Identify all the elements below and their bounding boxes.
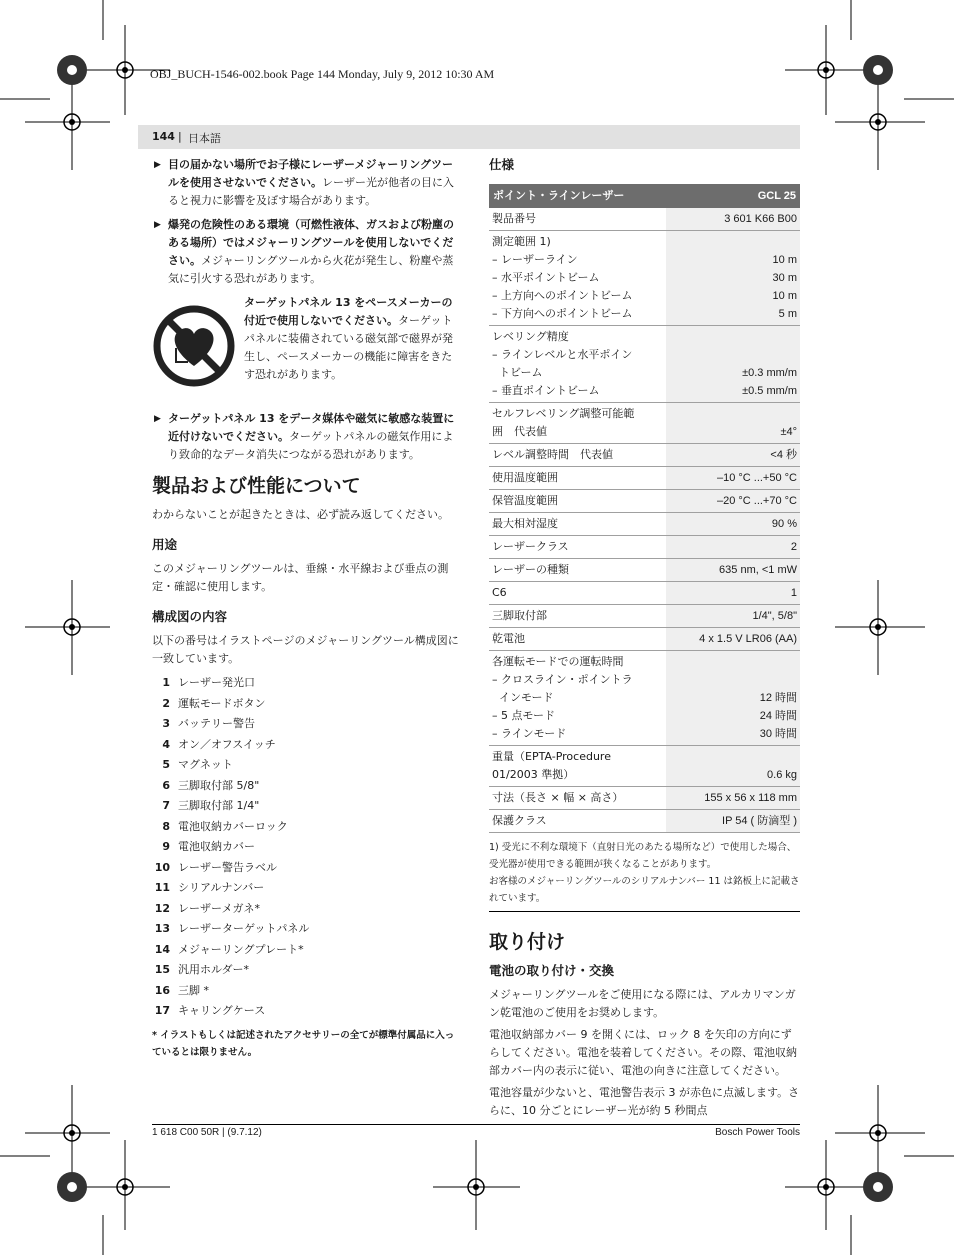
bullet-bold-text: ターゲットパネル 13 をデータ媒体や磁気に敏感な装置に近付けないでください。 (168, 412, 455, 443)
safety-bullet-1 (152, 156, 462, 210)
section-title-install: 取り付け (489, 931, 566, 953)
part-label: レーザー発光口 (178, 676, 255, 689)
spec-label: 各運転モードでの運転時間 – クロスライン・ポイントラ インモード – 5 点モード – ラインモード (489, 651, 666, 746)
part-label: シリアルナンバー (178, 881, 265, 894)
table-row (489, 628, 800, 651)
usage-text: このメジャーリングツールは、垂線・水平線および垂点の測定・確認に使用します。 (152, 562, 449, 593)
part-number: 8 (162, 819, 170, 833)
part-label: 三脚取付部 1/4" (178, 799, 260, 812)
spec-value: 635 nm, <1 mW (666, 559, 800, 582)
left-column (152, 156, 462, 1061)
part-number: 7 (162, 799, 170, 812)
footer-brand: Bosch Power Tools (715, 1127, 800, 1138)
spec-value: ±4° (666, 403, 800, 444)
spec-value: 155 x 56 x 118 mm (666, 787, 800, 810)
pacemaker-warning (152, 294, 462, 406)
part-number: 11 (154, 881, 170, 894)
part-label: キャリングケース (178, 1004, 266, 1017)
no-pacemaker-icon (152, 304, 236, 388)
spec-label: 製品番号 (489, 208, 666, 231)
table-row (489, 490, 800, 513)
part-number: 4 (162, 737, 170, 751)
part-number: 17 (154, 1004, 170, 1017)
battery-paragraph-2: 電池収納部カバー 9 を開くには、ロック 8 を矢印の方向にずらしてください。電池を装着してください。その際、電池収納部カバー内の表示に従い、電池の向きに注意してください。 (489, 1028, 797, 1077)
page-number: 144 (152, 130, 175, 143)
part-label: 電池収納カバーロック (178, 819, 288, 833)
spec-header-label: ポイント・ラインレーザー (489, 184, 666, 208)
spec-label: 重量（EPTA-Procedure 01/2003 準拠） (489, 746, 666, 787)
table-row (489, 444, 800, 467)
parts-list (152, 674, 462, 1023)
part-label: バッテリー警告 (178, 717, 255, 730)
warning-bold-text: ターゲットパネル 13 をペースメーカーの付近で使用しないでください。 (244, 296, 453, 327)
header-separator: | (178, 130, 182, 143)
spec-value: 12 時間 24 時間 30 時間 (666, 651, 800, 746)
table-row (489, 513, 800, 536)
part-label: オン／オフスイッチ (178, 737, 276, 751)
list-item (152, 777, 462, 798)
part-number: 9 (162, 840, 170, 853)
battery-heading: 電池の取り付け・交換 (489, 963, 615, 978)
table-row (489, 467, 800, 490)
list-item (152, 879, 462, 900)
spec-value: 90 % (666, 513, 800, 536)
spec-footnote-range: 1) 受光に不利な環境下（直射日光のあたる場所など）で使用した場合、受光器が使用できる範囲が狭くなることがあります。 (489, 842, 797, 870)
safety-bullet-2 (152, 216, 462, 288)
bullet-text: メジャーリングツールから火花が発生し、粉塵や蒸気に引火する恐れがあります。 (168, 254, 454, 285)
spec-table-header (489, 184, 800, 208)
spec-label: 測定範囲 1) – レーザーライン – 水平ポイントビーム – 上方向へのポイントビーム – 下方向へのポイントビーム (489, 231, 666, 326)
table-row (489, 559, 800, 582)
part-number: 14 (154, 942, 170, 956)
spec-value: <4 秒 (666, 444, 800, 467)
safety-bullet-3 (152, 410, 462, 464)
spec-footnote-serial: お客様のメジャーリングツールのシリアルナンバー 11 は銘板上に記載されています。 (489, 876, 800, 904)
part-number: 6 (162, 778, 170, 792)
bullet-triangle-icon: ▶ (154, 160, 161, 170)
part-label: 電池収納カバー (178, 840, 255, 853)
list-item (152, 695, 462, 716)
spec-value: 4 x 1.5 V LR06 (AA) (666, 628, 800, 651)
list-item (152, 715, 462, 736)
bullet-text: レーザー光が他者の目に入ると視力に影響を及ぼす場合があります。 (168, 176, 454, 207)
bullet-triangle-icon: ▶ (154, 220, 161, 230)
spec-value: IP 54 ( 防滴型 ) (666, 810, 800, 833)
list-item (152, 736, 462, 757)
spec-value: 10 m 30 m 10 m 5 m (666, 231, 800, 326)
spec-value: 3 601 K66 B00 (666, 208, 800, 231)
table-row (489, 231, 800, 326)
spec-value: 1/4", 5/8" (666, 605, 800, 628)
list-item (152, 797, 462, 818)
footer-rule (152, 1124, 800, 1125)
part-label: 運転モードボタン (178, 696, 266, 710)
table-row (489, 536, 800, 559)
spec-value: 2 (666, 536, 800, 559)
parts-intro: 以下の番号はイラストページのメジャーリングツール構成図に一致しています。 (152, 634, 459, 665)
table-row (489, 746, 800, 787)
part-label: マグネット (178, 758, 233, 771)
part-number: 12 (154, 901, 170, 915)
table-row (489, 810, 800, 833)
part-number: 1 (162, 676, 170, 689)
spec-value: 0.6 kg (666, 746, 800, 787)
header-language: 日本語 (188, 132, 221, 145)
spec-label: セルフレベリング調整可能範 囲 代表値 (489, 403, 666, 444)
table-row (489, 208, 800, 231)
usage-heading: 用途 (152, 537, 178, 552)
spec-label: C6 (489, 582, 666, 605)
list-item (152, 900, 462, 921)
battery-paragraph-3: 電池容量が少ないと、電池警告表示 3 が赤色に点滅します。さらに、10 分ごとにレーザー光が約 5 秒間点 (489, 1086, 800, 1117)
table-row (489, 403, 800, 444)
part-label: 汎用ホルダー* (178, 963, 250, 976)
part-number: 10 (154, 860, 170, 874)
spec-value: 1 (666, 582, 800, 605)
spec-label: レーザーの種類 (489, 559, 666, 582)
warning-text: ターゲットパネルに装備されている磁気部で磁界が発生し、ペースメーカーの機能に障害をきたす恐れがあります。 (244, 314, 453, 381)
part-label: 三脚取付部 5/8" (178, 778, 260, 792)
list-item (152, 674, 462, 695)
part-number: 2 (162, 696, 170, 710)
spec-header-model: GCL 25 (666, 184, 800, 208)
accessory-note: * イラストもしくは記述されたアクセサリーの全てが標準付属品に入っているとは限りません。 (152, 1029, 455, 1058)
battery-paragraph-1: メジャーリングツールをご使用になる際には、アルカリマンガン乾電池のご使用をお奨めします。 (489, 988, 796, 1019)
spec-label: レーザークラス (489, 536, 666, 559)
list-item (152, 920, 462, 941)
spec-heading: 仕様 (489, 157, 515, 172)
spec-value: –10 °C ...+50 °C (666, 467, 800, 490)
bullet-text: ターゲットパネルの磁気作用により致命的なデータ消失につながる恐れがあります。 (168, 430, 454, 461)
table-row (489, 651, 800, 746)
section-title-product: 製品および性能について (152, 475, 361, 497)
page-header (138, 125, 800, 149)
spec-label: 三脚取付部 (489, 605, 666, 628)
table-row (489, 582, 800, 605)
spec-label: レベル調整時間 代表値 (489, 444, 666, 467)
list-item (152, 961, 462, 982)
bullet-triangle-icon: ▶ (154, 414, 161, 424)
list-item (152, 838, 462, 859)
spec-value: –20 °C ...+70 °C (666, 490, 800, 513)
part-number: 5 (162, 758, 170, 771)
list-item (152, 756, 462, 777)
bullet-bold-text: 目の届かない場所でお子様にレーザーメジャーリングツールを使用させないでください。 (168, 158, 454, 189)
part-number: 3 (162, 717, 170, 730)
spec-label: 保管温度範囲 (489, 490, 666, 513)
right-column (489, 156, 800, 1124)
part-number: 13 (154, 922, 170, 935)
part-number: 16 (154, 983, 170, 997)
spec-footnotes (489, 833, 800, 912)
bullet-bold-text: 爆発の危険性のある環境（可燃性液体、ガスおよび粉塵のある場所）ではメジャーリングツールを使用しないでください。 (168, 218, 454, 267)
list-item (152, 859, 462, 880)
spec-label: 寸法（長さ × 幅 × 高さ） (489, 787, 666, 810)
part-label: レーザーターゲットパネル (178, 922, 310, 935)
spec-label: 保護クラス (489, 810, 666, 833)
table-row (489, 605, 800, 628)
spec-label: 最大相対湿度 (489, 513, 666, 536)
part-label: メジャーリングプレート* (178, 942, 304, 956)
list-item (152, 1002, 462, 1023)
spec-value: ±0.3 mm/m ±0.5 mm/m (666, 326, 800, 403)
part-number: 15 (154, 963, 170, 976)
spec-table (489, 184, 800, 833)
table-row (489, 326, 800, 403)
list-item (152, 982, 462, 1003)
spec-label: 乾電池 (489, 628, 666, 651)
list-item (152, 941, 462, 962)
list-item (152, 818, 462, 839)
part-label: 三脚 * (178, 983, 209, 997)
part-label: レーザーメガネ* (178, 901, 260, 915)
footer-doc-number: 1 618 C00 50R | (9.7.12) (152, 1127, 262, 1138)
print-slug-line: OBJ_BUCH-1546-002.book Page 144 Monday, July 9, 2012 10:30 AM (150, 67, 495, 81)
spec-label: レベリング精度 – ラインレベルと水平ポイン トビーム – 垂直ポイントビーム (489, 326, 666, 403)
spec-label: 使用温度範囲 (489, 467, 666, 490)
section-intro: わからないことが起きたときは、必ず読み返してください。 (152, 508, 449, 521)
part-label: レーザー警告ラベル (178, 860, 277, 874)
table-row (489, 787, 800, 810)
parts-heading: 構成図の内容 (152, 609, 228, 624)
